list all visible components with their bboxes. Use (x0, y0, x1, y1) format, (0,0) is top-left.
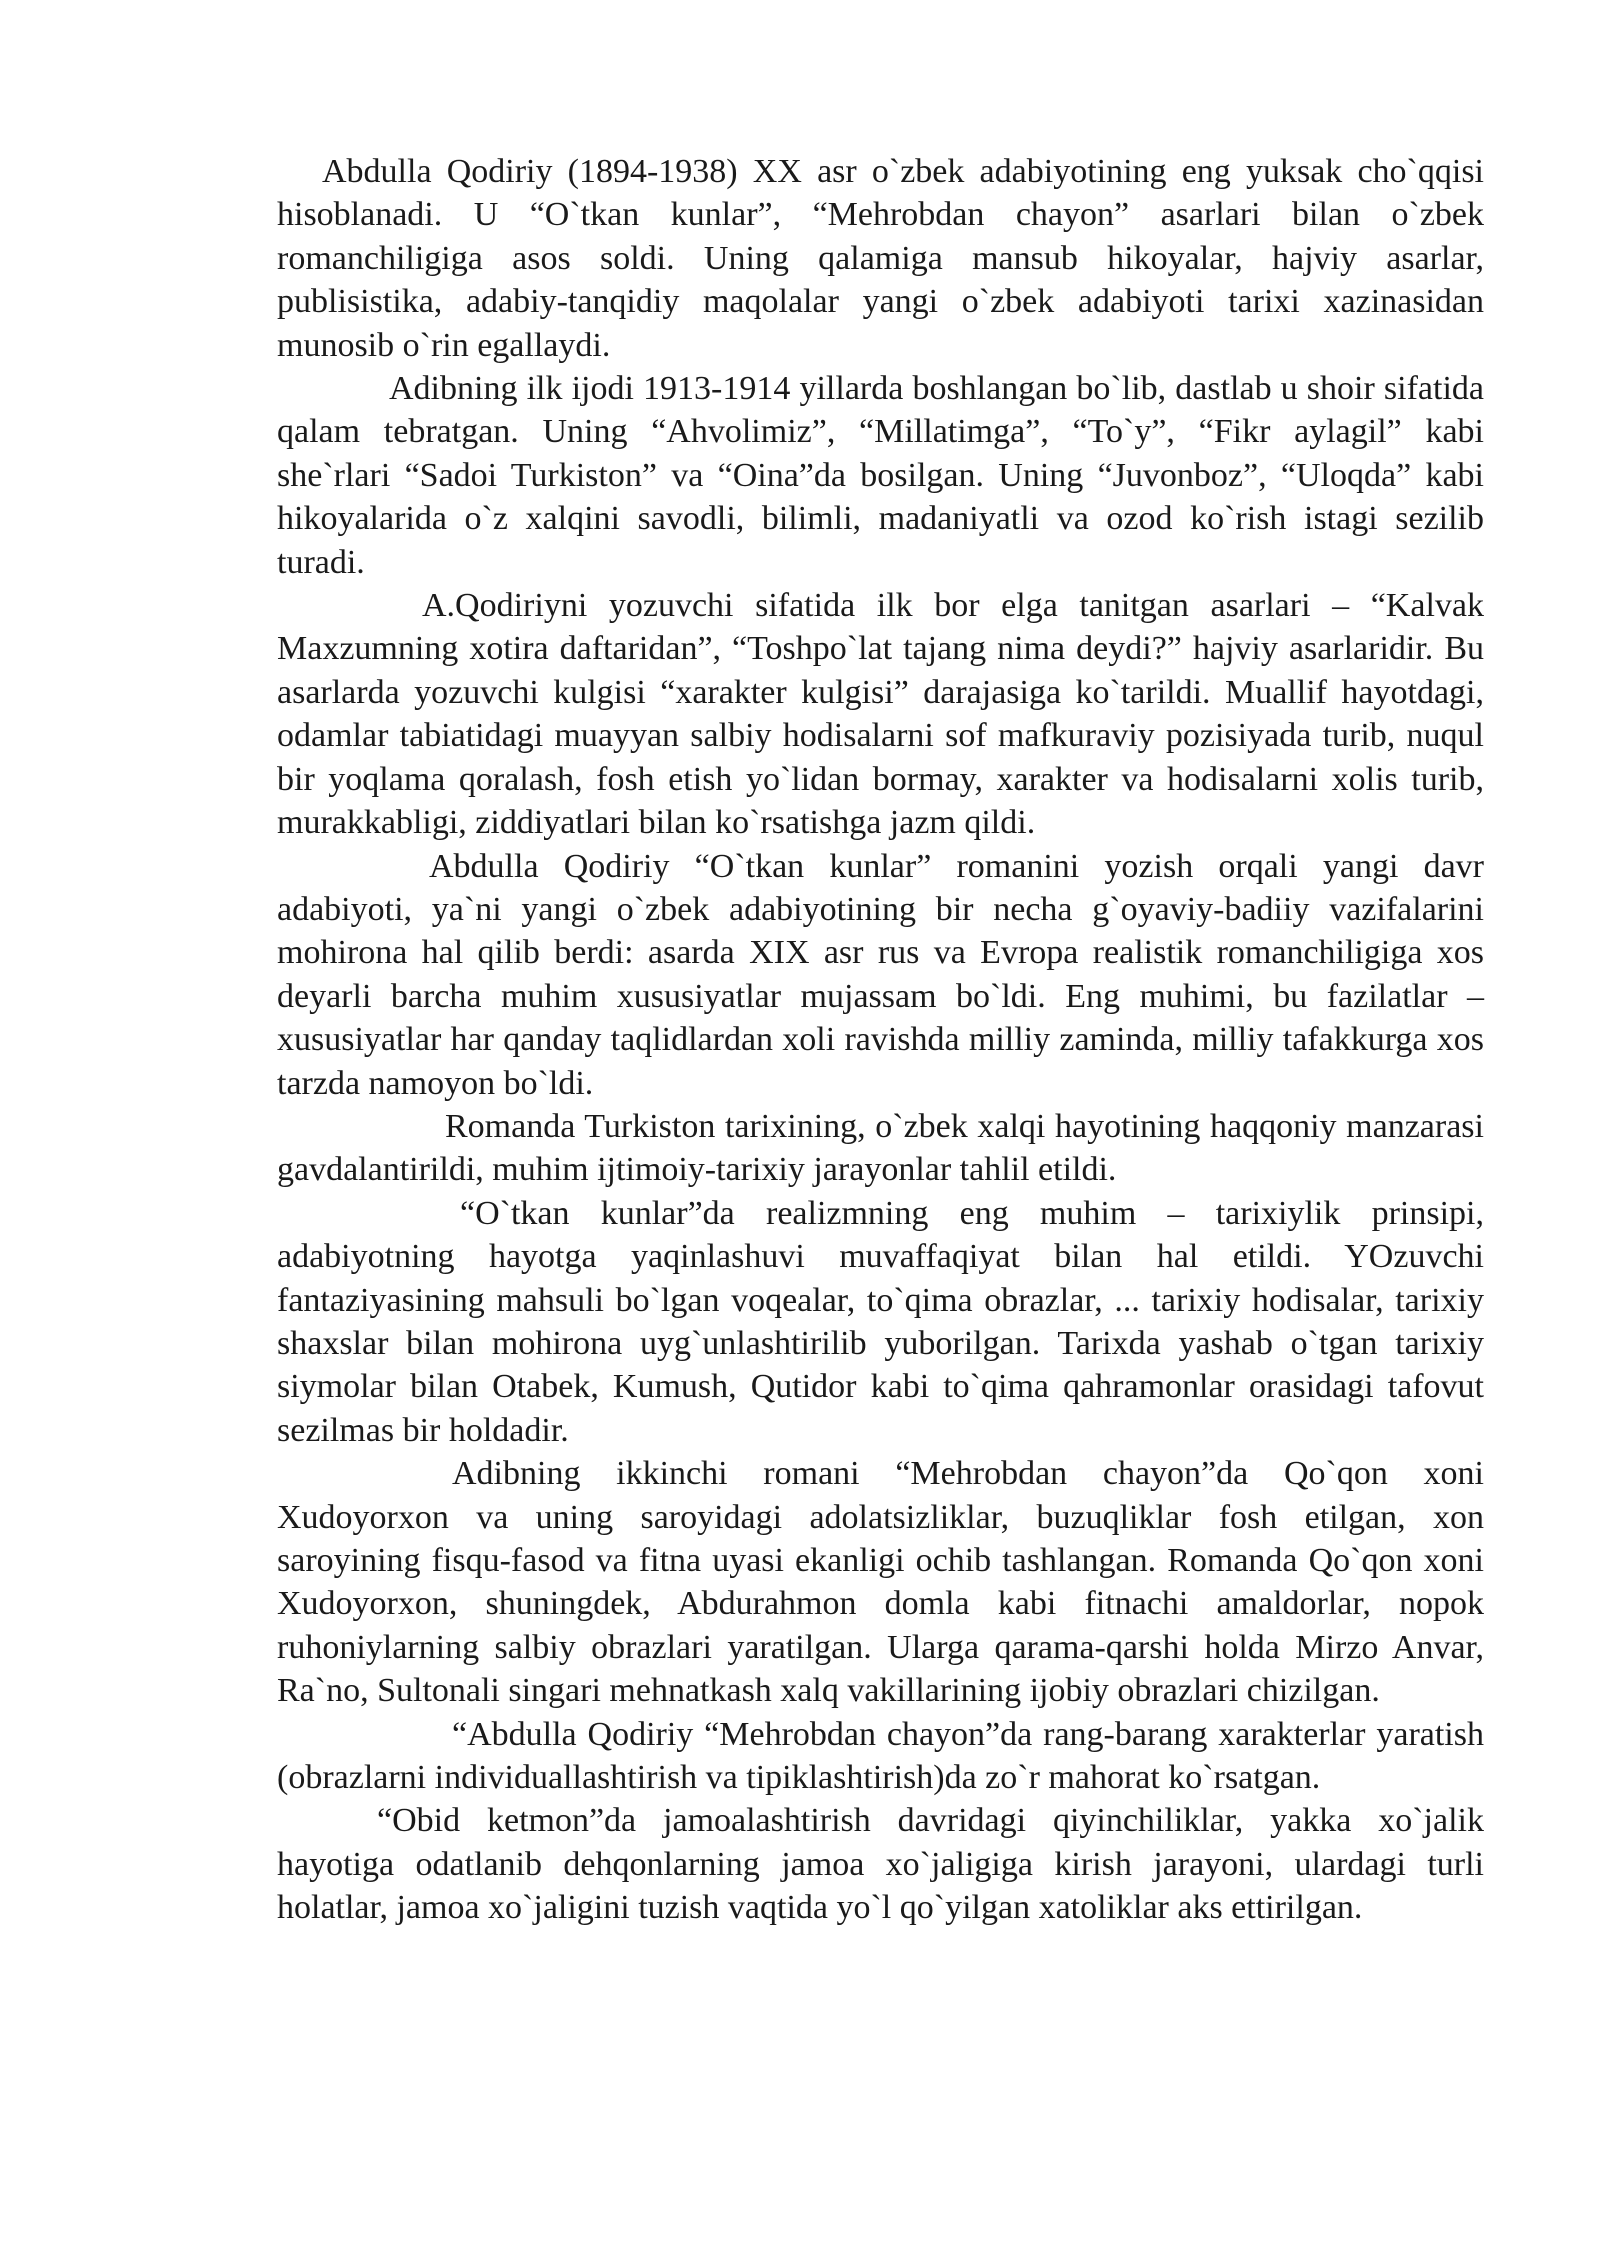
paragraph-8: “Abdulla Qodiriy “Mehrobdan chayon”da rang-barang xarakterlar yaratish (obrazlarni individuallashtirish va tipiklashtirish)da zo`r mahorat ko`rsatgan. (277, 1715, 1484, 1797)
paragraph-7: Adibning ikkinchi romani “Mehrobdan chayon”da Qo`qon xoni Xudoyorxon va uning saroyidagi adolatsizliklar, buzuqliklar fosh etilgan, xon saroyining fisqu-fasod va fitna uyasi ekanligi ochib tashlangan. Romanda Qo`qon xoni Xudoyorxon, shuningdek, Abdurahmon domla kabi fitnachi amaldorlar, nopok ruhoniylarning salbiy obrazlari yaratilgan. Ularga qarama-qarshi holda Mirzo Anvar, Ra`no, Sultonali singari mehnatkash xalq vakillarining ijobiy obrazlari chizilgan. (277, 1455, 1484, 1710)
document-body (277, 150, 1484, 1930)
paragraph-3: A.Qodiriyni yozuvchi sifatida ilk bor elga tanitgan asarlari – “Kalvak Maxzumning xotira daftaridan”, “Toshpo`lat tajang nima deydi?” hajviy asarlaridir. Bu asarlarda yozuvchi kulgisi “xarakter kulgisi” darajasiga ko`tarildi. Muallif hayotdagi, odamlar tabiatidagi muayyan salbiy hodisalarni sof mafkuraviy pozisiyada turib, nuqul bir yoqlama qoralash, fosh etish yo`lidan bormay, xarakter va hodisalarni xolis turib, murakkabligi, ziddiyatlari bilan ko`rsatishga jazm qildi. (277, 587, 1484, 842)
paragraph-2: Adibning ilk ijodi 1913-1914 yillarda boshlangan bo`lib, dastlab u shoir sifatida qalam tebratgan. Uning “Ahvolimiz”, “Millatimga”, “To`y”, “Fikr aylagil” kabi she`rlari “Sadoi Turkiston” va “Oina”da bosilgan. Uning “Juvonboz”, “Uloqda” kabi hikoyalarida o`z xalqini savodli, bilimli, madaniyatli va ozod ko`rish istagi sezilib turadi. (277, 370, 1484, 581)
paragraph-4: Abdulla Qodiriy “O`tkan kunlar” romanini yozish orqali yangi davr adabiyoti, ya`ni yangi o`zbek adabiyotining bir necha g`oyaviy-badiiy vazifalarini mohirona hal qilib berdi: asarda XIX asr rus va Evropa realistik romanchiligiga xos deyarli barcha muhim xususiyatlar mujassam bo`ldi. Eng muhimi, bu fazilatlar – xususiyatlar har qanday taqlidlardan xoli ravishda milliy zaminda, milliy tafakkurga xos tarzda namoyon bo`ldi. (277, 847, 1484, 1102)
paragraph-6: “O`tkan kunlar”da realizmning eng muhim – tarixiylik prinsipi, adabiyotning hayotga yaqinlashuvi muvaffaqiyat bilan hal etildi. YOzuvchi fantaziyasining mahsuli bo`lgan voqealar, to`qima obrazlar, ... tarixiy hodisalar, tarixiy shaxslar bilan mohirona uyg`unlashtirilib yuborilgan. Tarixda yashab o`tgan tarixiy siymolar bilan Otabek, Kumush, Qutidor kabi to`qima qahramonlar orasidagi tafovut sezilmas bir holdadir. (277, 1194, 1484, 1449)
paragraph-9: “Obid ketmon”da jamoalashtirish davridagi qiyinchiliklar, yakka xo`jalik hayotiga odatlanib dehqonlarning jamoa xo`jaligiga kirish jarayoni, ulardagi turli holatlar, jamoa xo`jaligini tuzish vaqtida yo`l qo`yilgan xatoliklar aks ettirilgan. (277, 1802, 1484, 1927)
paragraph-5: Romanda Turkiston tarixining, o`zbek xalqi hayotining haqqoniy manzarasi gavdalantirildi, muhim ijtimoiy-tarixiy jarayonlar tahlil etildi. (277, 1107, 1484, 1189)
paragraph-1: Abdulla Qodiriy (1894-1938) XX asr o`zbek adabiyotining eng yuksak cho`qqisi hisoblanadi. U “O`tkan kunlar”, “Mehrobdan chayon” asarlari bilan o`zbek romanchiligiga asos soldi. Uning qalamiga mansub hikoyalar, hajviy asarlar, publisistika, adabiy-tanqidiy maqolalar yangi o`zbek adabiyoti tarixi xazinasidan munosib o`rin egallaydi. (277, 153, 1484, 364)
